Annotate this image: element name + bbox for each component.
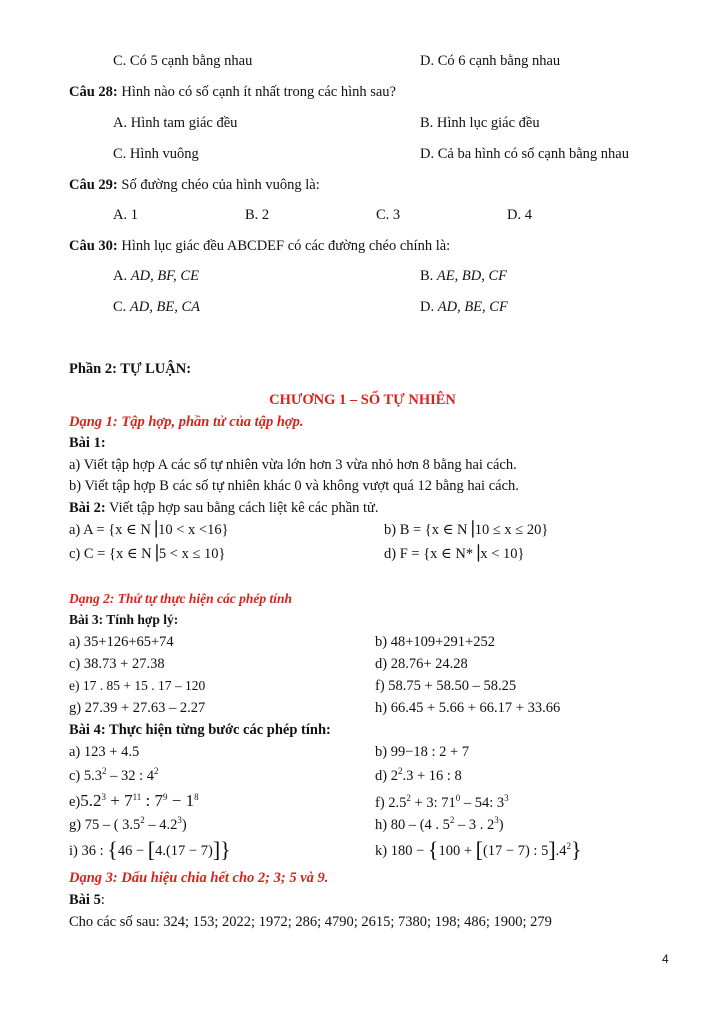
q29-option-c: C. 3	[376, 207, 401, 223]
bai3-part-h: h) 66.45 + 5.66 + 66.17 + 33.66	[375, 700, 561, 716]
bai2-text: Viết tập hợp sau bằng cách liệt kê các phần tử.	[105, 500, 379, 516]
q27-option-c: C. Có 5 cạnh bằng nhau	[113, 53, 253, 69]
exponent: 9	[163, 792, 168, 802]
expr-text: 4.(17 − 7)	[155, 843, 213, 859]
bai4-part-i	[69, 837, 231, 862]
bai3-part-g: g) 27.39 + 27.63 – 2.27	[69, 700, 206, 716]
expr-text: 5.2	[80, 791, 102, 810]
bai5-numbers: Cho các số sau: 324; 153; 2022; 1972; 286; 4790; 2615; 7380; 198; 486; 1900; 279	[69, 914, 552, 930]
q29-question	[69, 176, 320, 194]
q28-option-b: B. Hình lục giác đều	[420, 115, 540, 131]
q28-option-c: C. Hình vuông	[113, 146, 199, 162]
q28-option-d: D. Cả ba hình có số cạnh bằng nhau	[420, 146, 629, 162]
expr-text: d) 2	[375, 768, 398, 784]
q30-option-a-letter: A.	[113, 268, 131, 284]
exponent: 2	[154, 766, 159, 776]
bai5-colon: :	[100, 892, 105, 908]
dang2-heading: Dạng 2: Thứ tự thực hiện các phép tính	[69, 591, 293, 606]
q29-text: Số đường chéo của hình vuông là:	[117, 177, 320, 193]
bai1-part-b: b) Viết tập hợp B các số tự nhiên khác 0 và không vượt quá 12 bằng hai cách.	[69, 478, 519, 494]
bai3-part-a: a) 35+126+65+74	[69, 634, 174, 650]
q30-option-a-text: AD, BF, CE	[130, 268, 199, 284]
expr-text: c) 5.3	[69, 768, 103, 784]
q30-option-d-letter: D.	[420, 299, 438, 315]
q28-text: Hình nào có số cạnh ít nhất trong các hình sau?	[117, 84, 396, 100]
q30-option-d-text: AD, BE, CF	[437, 299, 508, 315]
bai1-label: Bài 1:	[69, 435, 106, 451]
expr-text: (17 − 7) : 5	[482, 843, 549, 859]
expr-text: g) 75 – ( 3.5	[69, 817, 141, 833]
bai3-part-e: e) 17 . 85 + 15 . 17 – 120	[69, 678, 206, 693]
q29-option-b: B. 2	[245, 207, 270, 223]
bai2-part-a: a) A = {x ∈ N⎟10 < x <16}	[69, 522, 229, 538]
exponent: 2	[140, 815, 145, 825]
q30-text: Hình lục giác đều ABCDEF có các đường chéo chính là:	[117, 238, 451, 254]
dang3-heading: Dạng 3: Dấu hiệu chia hết cho 2; 3; 5 và 9.	[69, 870, 329, 886]
bai2-part-d: d) F = {x ∈ N*⎟x < 10}	[384, 546, 525, 562]
page-number: 4	[662, 952, 669, 966]
bai4-part-k	[375, 837, 582, 862]
bai2-label: Bài 2:	[69, 500, 106, 516]
expr-text: h) 80 – (4 . 5	[375, 817, 450, 833]
bai3-part-d: d) 28.76+ 24.28	[375, 656, 468, 672]
expr-text: )	[181, 817, 187, 833]
dang1-heading: Dạng 1: Tập hợp, phần tử của tập hợp.	[69, 414, 304, 430]
bai2-prompt	[69, 499, 379, 517]
exponent: 3	[504, 793, 509, 803]
bai1-part-a: a) Viết tập hợp A các số tự nhiên vừa lớn hơn 3 vừa nhỏ hơn 8 bằng hai cách.	[69, 457, 517, 473]
bai4-part-a: a) 123 + 4.5	[69, 744, 140, 760]
bai3-label: Bài 3: Tính hợp lý:	[69, 612, 179, 627]
bai4-part-c	[69, 767, 159, 785]
brace: {	[427, 837, 439, 862]
expr-text: : 7	[141, 791, 164, 810]
bai4-part-e	[69, 792, 199, 811]
q28-label: Câu 28:	[69, 84, 118, 100]
q30-option-c-letter: C.	[113, 299, 130, 315]
brace: {	[107, 837, 118, 862]
exponent: 11	[132, 792, 142, 802]
q30-option-b	[420, 267, 507, 285]
bai5-label: Bài 5	[69, 892, 101, 908]
chapter1-heading: CHƯƠNG 1 – SỐ TỰ NHIÊN	[269, 392, 456, 408]
bracket: ]	[212, 837, 221, 862]
exponent: 0	[455, 793, 461, 803]
q30-option-a	[113, 267, 199, 285]
bracket: ]	[548, 837, 556, 862]
exponent: 8	[194, 792, 199, 802]
exponent: 3	[494, 815, 499, 825]
expr-text: e)	[69, 794, 81, 810]
q29-label: Câu 29:	[69, 177, 118, 193]
exponent: 3	[177, 815, 182, 825]
bai4-part-g	[69, 816, 187, 834]
q30-question	[69, 237, 450, 255]
bracket: [	[147, 837, 156, 862]
bai3-part-b: b) 48+109+291+252	[375, 634, 495, 650]
q29-option-d: D. 4	[507, 207, 532, 223]
bai5-prompt	[69, 891, 105, 909]
bai3-part-c: c) 38.73 + 27.38	[69, 656, 165, 672]
exponent: 2	[102, 766, 107, 776]
bai4-part-f	[375, 794, 509, 812]
expr-text: – 54: 3	[460, 795, 505, 811]
q30-option-b-letter: B.	[420, 268, 437, 284]
expr-text: i) 36 :	[69, 843, 108, 859]
exponent: 2	[566, 841, 572, 851]
q30-label: Câu 30:	[69, 238, 118, 254]
expr-text: 100 +	[438, 843, 476, 859]
expr-text: .4	[555, 843, 567, 859]
expr-text: – 3 . 2	[454, 817, 495, 833]
bai4-part-h	[375, 816, 504, 834]
brace: }	[220, 837, 231, 862]
q28-question	[69, 83, 396, 101]
bai4-part-d	[375, 767, 462, 785]
bai4-part-b: b) 99−18 : 2 + 7	[375, 744, 470, 760]
expr-text: – 32 : 4	[106, 768, 155, 784]
expr-text: 46 −	[117, 843, 148, 859]
expr-text: + 7	[106, 791, 133, 810]
expr-text: − 1	[167, 791, 195, 810]
part2-heading: Phần 2: TỰ LUẬN:	[69, 361, 192, 377]
expr-text: f) 2.5	[375, 795, 407, 811]
exponent: 2	[397, 766, 403, 776]
exponent: 3	[101, 792, 107, 802]
bracket: [	[475, 837, 483, 862]
expr-text: .3 + 16 : 8	[402, 768, 462, 784]
q29-option-a: A. 1	[113, 207, 138, 223]
exponent: 2	[406, 793, 411, 803]
bai4-label: Bài 4: Thực hiện từng bước các phép tính:	[69, 722, 331, 738]
q30-option-d	[420, 298, 508, 316]
brace: }	[571, 837, 582, 862]
bai2-part-b: b) B = {x ∈ N⎟10 ≤ x ≤ 20}	[384, 522, 549, 538]
bai3-part-f: f) 58.75 + 58.50 – 58.25	[375, 678, 517, 694]
q30-option-c-text: AD, BE, CA	[129, 299, 200, 315]
expr-text: k) 180 −	[375, 843, 428, 859]
q28-option-a: A. Hình tam giác đều	[113, 115, 238, 131]
q30-option-b-text: AE, BD, CF	[436, 268, 507, 284]
q30-option-c	[113, 298, 200, 316]
q27-option-d: D. Có 6 cạnh bằng nhau	[420, 53, 561, 69]
expr-text: + 3: 71	[410, 795, 456, 811]
expr-text: )	[498, 817, 504, 833]
bai2-part-c: c) C = {x ∈ N⎟5 < x ≤ 10}	[69, 546, 226, 562]
exponent: 2	[449, 815, 455, 825]
expr-text: – 4.2	[144, 817, 178, 833]
